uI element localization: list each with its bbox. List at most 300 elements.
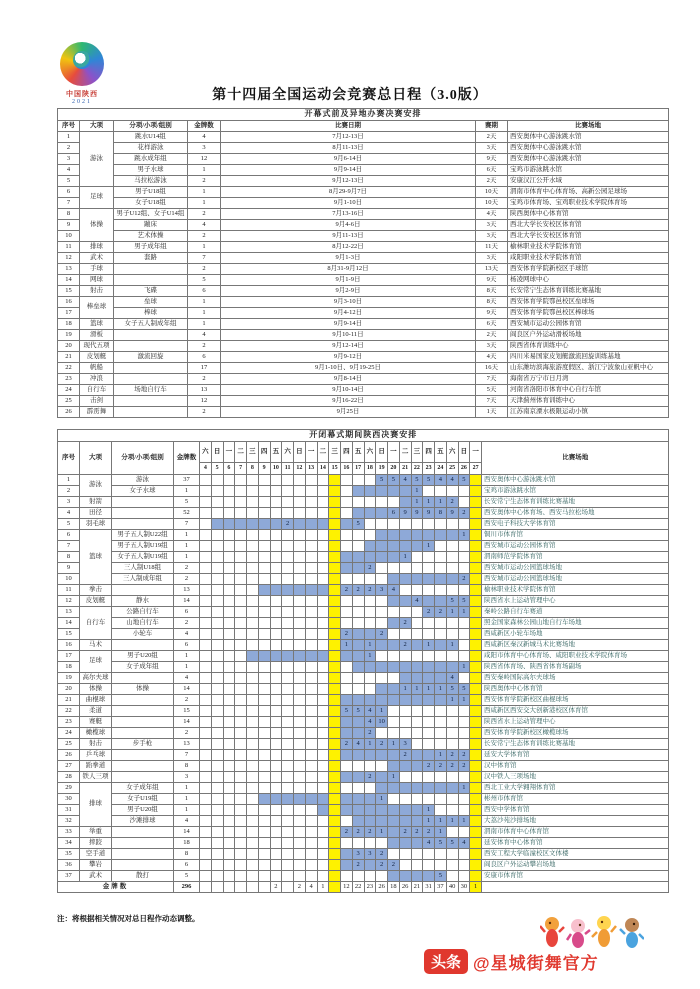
finals-count-cell: 4 — [423, 838, 435, 849]
weekday-header: 四 — [423, 442, 435, 463]
finals-count-cell: 2 — [399, 827, 411, 838]
gold-count: 5 — [174, 497, 200, 508]
gold-count: 15 — [174, 706, 200, 717]
calendar-row — [58, 783, 669, 794]
event-name — [114, 396, 188, 407]
gold-count: 2 — [174, 574, 200, 585]
day-cell — [211, 794, 223, 805]
day-cell — [341, 838, 353, 849]
finals-count-cell: 2 — [435, 607, 447, 618]
day-cell — [317, 662, 329, 673]
day-cell — [364, 673, 376, 684]
event-name: 男子五人制U19组 — [112, 541, 174, 552]
finals-count-cell: 1 — [458, 816, 470, 827]
sport-name: 皮划艇 — [80, 352, 114, 363]
day-cell — [235, 618, 247, 629]
competition-day-cell — [388, 552, 400, 563]
day-cell — [423, 552, 435, 563]
row-number: 1 — [58, 475, 80, 486]
date-header: 6 — [223, 463, 235, 475]
daily-total-cell: 26 — [399, 882, 411, 893]
daily-total-cell: 31 — [423, 882, 435, 893]
competition-day-cell — [282, 794, 294, 805]
daily-total-cell: 30 — [458, 882, 470, 893]
day-cell — [247, 552, 259, 563]
day-cell — [258, 750, 270, 761]
competition-day-cell — [376, 552, 388, 563]
venue-name: 汉中体育馆 — [482, 761, 669, 772]
day-cell — [305, 695, 317, 706]
day-cell — [411, 629, 423, 640]
day-cell — [423, 486, 435, 497]
gold-count: 6 — [188, 286, 221, 297]
date-header: 8 — [247, 463, 259, 475]
ceremony-day-cell — [470, 860, 482, 871]
day-cell — [305, 772, 317, 783]
finals-count-cell: 4 — [364, 706, 376, 717]
day-cell — [258, 739, 270, 750]
day-cell — [200, 519, 212, 530]
day-cell — [341, 596, 353, 607]
day-cell — [388, 629, 400, 640]
duration: 1天 — [476, 407, 508, 418]
day-cell — [317, 607, 329, 618]
competition-day-cell — [411, 695, 423, 706]
date-header: 11 — [282, 463, 294, 475]
day-cell — [423, 739, 435, 750]
day-cell — [270, 805, 282, 816]
competition-day-cell — [423, 596, 435, 607]
day-cell — [200, 739, 212, 750]
day-cell — [435, 585, 447, 596]
row-number: 7 — [58, 541, 80, 552]
day-cell — [341, 816, 353, 827]
day-cell — [270, 596, 282, 607]
day-cell — [305, 497, 317, 508]
date-header: 27 — [470, 463, 482, 475]
gold-count: 6 — [174, 860, 200, 871]
event-name — [114, 374, 188, 385]
competition-day-cell — [423, 673, 435, 684]
day-cell — [376, 607, 388, 618]
day-cell — [435, 552, 447, 563]
ceremony-day-cell — [329, 563, 341, 574]
competition-day-cell — [317, 651, 329, 662]
competition-dates: 9月4-12日 — [221, 308, 476, 319]
day-cell — [317, 838, 329, 849]
day-cell — [352, 530, 364, 541]
gold-count: 1 — [188, 187, 221, 198]
sport-name: 游泳 — [80, 132, 114, 187]
day-cell — [258, 849, 270, 860]
event-name: 男子五人制U22组 — [112, 530, 174, 541]
sport-name: 武术 — [80, 253, 114, 264]
ceremony-day-cell — [329, 574, 341, 585]
day-cell — [223, 761, 235, 772]
day-cell — [211, 750, 223, 761]
finals-count-cell: 9 — [423, 508, 435, 519]
competition-day-cell — [411, 816, 423, 827]
day-cell — [258, 728, 270, 739]
venue-name: 西安体育学院新校区橄榄球场 — [482, 728, 669, 739]
day-cell — [446, 541, 458, 552]
event-name — [114, 363, 188, 374]
day-cell — [258, 684, 270, 695]
date-header: 17 — [352, 463, 364, 475]
finals-count-cell: 4 — [364, 717, 376, 728]
venue-name: 江苏南京溧水极限运动小镇 — [508, 407, 669, 418]
daily-total-cell: 22 — [352, 882, 364, 893]
ceremony-day-cell — [470, 728, 482, 739]
duration: 9天 — [476, 275, 508, 286]
ceremony-day-cell — [470, 761, 482, 772]
finals-count-cell: 4 — [446, 475, 458, 486]
day-cell — [247, 739, 259, 750]
day-cell — [200, 849, 212, 860]
day-cell — [446, 717, 458, 728]
day-cell — [317, 695, 329, 706]
event-name: 步手枪 — [112, 739, 174, 750]
sport-name: 攀岩 — [80, 860, 112, 871]
day-cell — [211, 849, 223, 860]
day-cell — [282, 486, 294, 497]
calendar-row — [58, 475, 669, 486]
day-cell — [282, 629, 294, 640]
competition-day-cell — [235, 519, 247, 530]
date-header: 23 — [423, 463, 435, 475]
competition-day-cell — [388, 541, 400, 552]
competition-day-cell — [270, 794, 282, 805]
row-number: 36 — [58, 860, 80, 871]
day-cell — [211, 728, 223, 739]
ceremony-day-cell — [329, 519, 341, 530]
sport-name: 武术 — [80, 871, 112, 882]
finals-count-cell: 2 — [364, 585, 376, 596]
day-cell — [411, 618, 423, 629]
sport-name: 游泳 — [80, 475, 112, 497]
day-cell — [211, 585, 223, 596]
schedule-row — [58, 286, 669, 297]
day-cell — [364, 618, 376, 629]
day-cell — [399, 629, 411, 640]
day-cell — [294, 871, 306, 882]
row-number: 16 — [58, 640, 80, 651]
day-cell — [446, 552, 458, 563]
day-cell — [411, 794, 423, 805]
weekday-header: 五 — [352, 442, 364, 463]
duration: 7天 — [476, 374, 508, 385]
day-cell — [200, 618, 212, 629]
finals-count-cell: 1 — [435, 684, 447, 695]
row-number: 20 — [58, 341, 80, 352]
ceremony-day-cell — [329, 794, 341, 805]
day-cell — [446, 629, 458, 640]
day-cell — [305, 563, 317, 574]
day-cell — [294, 596, 306, 607]
weekday-header: 四 — [341, 442, 353, 463]
competition-dates: 9月11-13日 — [221, 231, 476, 242]
day-cell — [258, 871, 270, 882]
day-cell — [446, 563, 458, 574]
competition-day-cell — [376, 772, 388, 783]
competition-day-cell — [294, 585, 306, 596]
finals-count-cell: 3 — [352, 849, 364, 860]
weekday-header: 一 — [305, 442, 317, 463]
venue-name: 延安体育中心体育馆 — [482, 838, 669, 849]
day-cell — [200, 684, 212, 695]
venue-name: 西安奥体中心游泳跳水馆 — [508, 154, 669, 165]
ceremony-day-cell — [470, 662, 482, 673]
venue-name: 西安奥体中心体育场、西安马拉松场地 — [482, 508, 669, 519]
day-cell — [341, 574, 353, 585]
day-cell — [223, 838, 235, 849]
finals-count-cell: 1 — [446, 640, 458, 651]
competition-day-cell — [399, 574, 411, 585]
page-title: 第十四届全国运动会竞赛总日程（3.0版） — [212, 88, 488, 103]
day-cell — [211, 684, 223, 695]
schedule-row — [58, 132, 669, 143]
day-cell — [247, 563, 259, 574]
competition-dates: 9月1-9日 — [221, 275, 476, 286]
competition-dates: 9月10-14日 — [221, 385, 476, 396]
day-cell — [270, 563, 282, 574]
date-header: 12 — [294, 463, 306, 475]
day-cell — [388, 717, 400, 728]
day-cell — [294, 717, 306, 728]
day-cell — [435, 651, 447, 662]
day-cell — [341, 530, 353, 541]
event-name: 跳水成年组 — [114, 154, 188, 165]
row-number: 13 — [58, 264, 80, 275]
day-cell — [270, 761, 282, 772]
ceremony-day-cell — [470, 739, 482, 750]
competition-day-cell — [305, 651, 317, 662]
day-cell — [305, 783, 317, 794]
day-cell — [446, 794, 458, 805]
event-name — [112, 827, 174, 838]
event-name: 男子U12组、女子U14组 — [114, 209, 188, 220]
competition-day-cell — [352, 486, 364, 497]
day-cell — [305, 475, 317, 486]
gold-count: 1 — [174, 530, 200, 541]
duration: 11天 — [476, 242, 508, 253]
day-cell — [411, 739, 423, 750]
finals-count-cell: 8 — [435, 508, 447, 519]
day-cell — [376, 838, 388, 849]
competition-day-cell — [305, 585, 317, 596]
day-cell — [211, 739, 223, 750]
venue-name: 陕西省水上运动管理中心 — [482, 596, 669, 607]
totals-row — [58, 882, 669, 893]
gold-count: 6 — [174, 640, 200, 651]
competition-day-cell — [341, 651, 353, 662]
schedule-row — [58, 242, 669, 253]
event-name — [114, 275, 188, 286]
day-cell — [200, 728, 212, 739]
finals-count-cell: 2 — [446, 750, 458, 761]
competition-day-cell — [423, 783, 435, 794]
competition-day-cell — [376, 695, 388, 706]
day-cell — [211, 838, 223, 849]
day-cell — [435, 717, 447, 728]
competition-day-cell — [352, 772, 364, 783]
finals-count-cell: 4 — [352, 739, 364, 750]
sport-name: 击剑 — [80, 396, 114, 407]
event-name: 男子U20组 — [112, 651, 174, 662]
competition-day-cell — [352, 640, 364, 651]
day-cell — [258, 695, 270, 706]
venue-name: 西安奥体中心游泳跳水馆 — [508, 132, 669, 143]
competition-day-cell — [341, 563, 353, 574]
competition-day-cell — [317, 805, 329, 816]
mascot-1 — [540, 917, 564, 947]
finals-count-cell: 2 — [364, 563, 376, 574]
day-cell — [282, 574, 294, 585]
day-cell — [223, 684, 235, 695]
competition-day-cell — [352, 651, 364, 662]
gold-count: 5 — [174, 871, 200, 882]
venue-name: 宝鸡市体育场、宝鸡职业技术学院体育场 — [508, 198, 669, 209]
day-cell — [399, 585, 411, 596]
day-cell — [223, 607, 235, 618]
day-cell — [294, 508, 306, 519]
day-cell — [211, 662, 223, 673]
competition-day-cell — [435, 640, 447, 651]
competition-day-cell — [388, 750, 400, 761]
competition-day-cell — [364, 552, 376, 563]
finals-count-cell: 1 — [376, 827, 388, 838]
event-name: 男子水球 — [114, 165, 188, 176]
competition-day-cell — [211, 519, 223, 530]
day-cell — [376, 871, 388, 882]
competition-dates: 9月12-14日 — [221, 341, 476, 352]
gold-count: 6 — [188, 352, 221, 363]
finals-count-cell: 5 — [458, 684, 470, 695]
finals-count-cell: 1 — [458, 783, 470, 794]
day-cell — [458, 728, 470, 739]
schedule-row — [58, 352, 669, 363]
schedule-row — [58, 143, 669, 154]
competition-day-cell — [399, 816, 411, 827]
day-cell — [258, 860, 270, 871]
competition-day-cell — [388, 761, 400, 772]
competition-day-cell — [376, 783, 388, 794]
ceremony-day-cell — [470, 816, 482, 827]
gold-count: 14 — [174, 596, 200, 607]
event-name: 三人制成年组 — [112, 574, 174, 585]
day-cell — [317, 684, 329, 695]
pre-games-offsite-table — [57, 108, 669, 418]
day-cell — [458, 585, 470, 596]
finals-count-cell: 2 — [423, 607, 435, 618]
competition-day-cell — [364, 486, 376, 497]
day-cell — [258, 574, 270, 585]
watermark-account: @星城街舞官方 — [473, 954, 599, 973]
day-cell — [200, 651, 212, 662]
day-cell — [282, 750, 294, 761]
day-cell — [376, 497, 388, 508]
finals-count-cell: 1 — [435, 750, 447, 761]
day-cell — [223, 871, 235, 882]
finals-count-cell: 1 — [435, 497, 447, 508]
event-name: 套路 — [114, 253, 188, 264]
day-cell — [294, 530, 306, 541]
gold-count: 1 — [188, 242, 221, 253]
calendar-row — [58, 750, 669, 761]
day-cell — [282, 805, 294, 816]
day-cell — [223, 662, 235, 673]
gold-count: 3 — [188, 143, 221, 154]
day-cell — [270, 530, 282, 541]
event-name: 跳水U14组 — [114, 132, 188, 143]
day-cell — [200, 541, 212, 552]
daily-total-cell: 21 — [411, 882, 423, 893]
day-cell — [258, 541, 270, 552]
competition-day-cell — [352, 728, 364, 739]
day-cell — [294, 475, 306, 486]
schedule-row — [58, 220, 669, 231]
finals-count-cell: 2 — [446, 497, 458, 508]
event-name: 女子五人制成年组 — [114, 319, 188, 330]
day-cell — [317, 717, 329, 728]
competition-day-cell — [423, 695, 435, 706]
ceremony-day-cell — [329, 673, 341, 684]
sport-name: 滑板 — [80, 330, 114, 341]
competition-dates: 7月13-16日 — [221, 209, 476, 220]
day-cell — [352, 783, 364, 794]
day-cell — [200, 827, 212, 838]
day-cell — [211, 717, 223, 728]
day-cell — [458, 640, 470, 651]
competition-day-cell — [411, 673, 423, 684]
competition-dates: 9月9-14日 — [221, 319, 476, 330]
ceremony-day-cell — [329, 871, 341, 882]
day-cell — [305, 871, 317, 882]
competition-day-cell — [388, 530, 400, 541]
competition-day-cell — [376, 541, 388, 552]
gold-count: 13 — [188, 385, 221, 396]
duration: 2天 — [476, 330, 508, 341]
competition-dates: 9月9-14日 — [221, 165, 476, 176]
competition-day-cell — [435, 662, 447, 673]
day-cell — [258, 508, 270, 519]
venue-name: 陕西奥体中心体育馆 — [482, 684, 669, 695]
duration: 3天 — [476, 143, 508, 154]
day-cell — [235, 585, 247, 596]
date-header: 16 — [341, 463, 353, 475]
day-cell — [211, 860, 223, 871]
venue-name: 西北大学长安校区体育馆 — [508, 220, 669, 231]
row-number: 14 — [58, 275, 80, 286]
day-cell — [200, 563, 212, 574]
ceremony-day-cell — [470, 552, 482, 563]
day-cell — [235, 684, 247, 695]
date-header: 15 — [329, 463, 341, 475]
day-cell — [211, 530, 223, 541]
gold-count: 7 — [174, 519, 200, 530]
venue-name: 西咸新区西安交大创新港校区体育馆 — [482, 706, 669, 717]
competition-day-cell — [305, 794, 317, 805]
day-cell — [352, 838, 364, 849]
calendar-row — [58, 739, 669, 750]
row-number: 22 — [58, 363, 80, 374]
sport-name: 霹雳舞 — [80, 407, 114, 418]
day-cell — [341, 486, 353, 497]
weekday-header: 五 — [435, 442, 447, 463]
event-name: 散打 — [112, 871, 174, 882]
finals-count-cell: 9 — [411, 508, 423, 519]
calendar-row — [58, 838, 669, 849]
